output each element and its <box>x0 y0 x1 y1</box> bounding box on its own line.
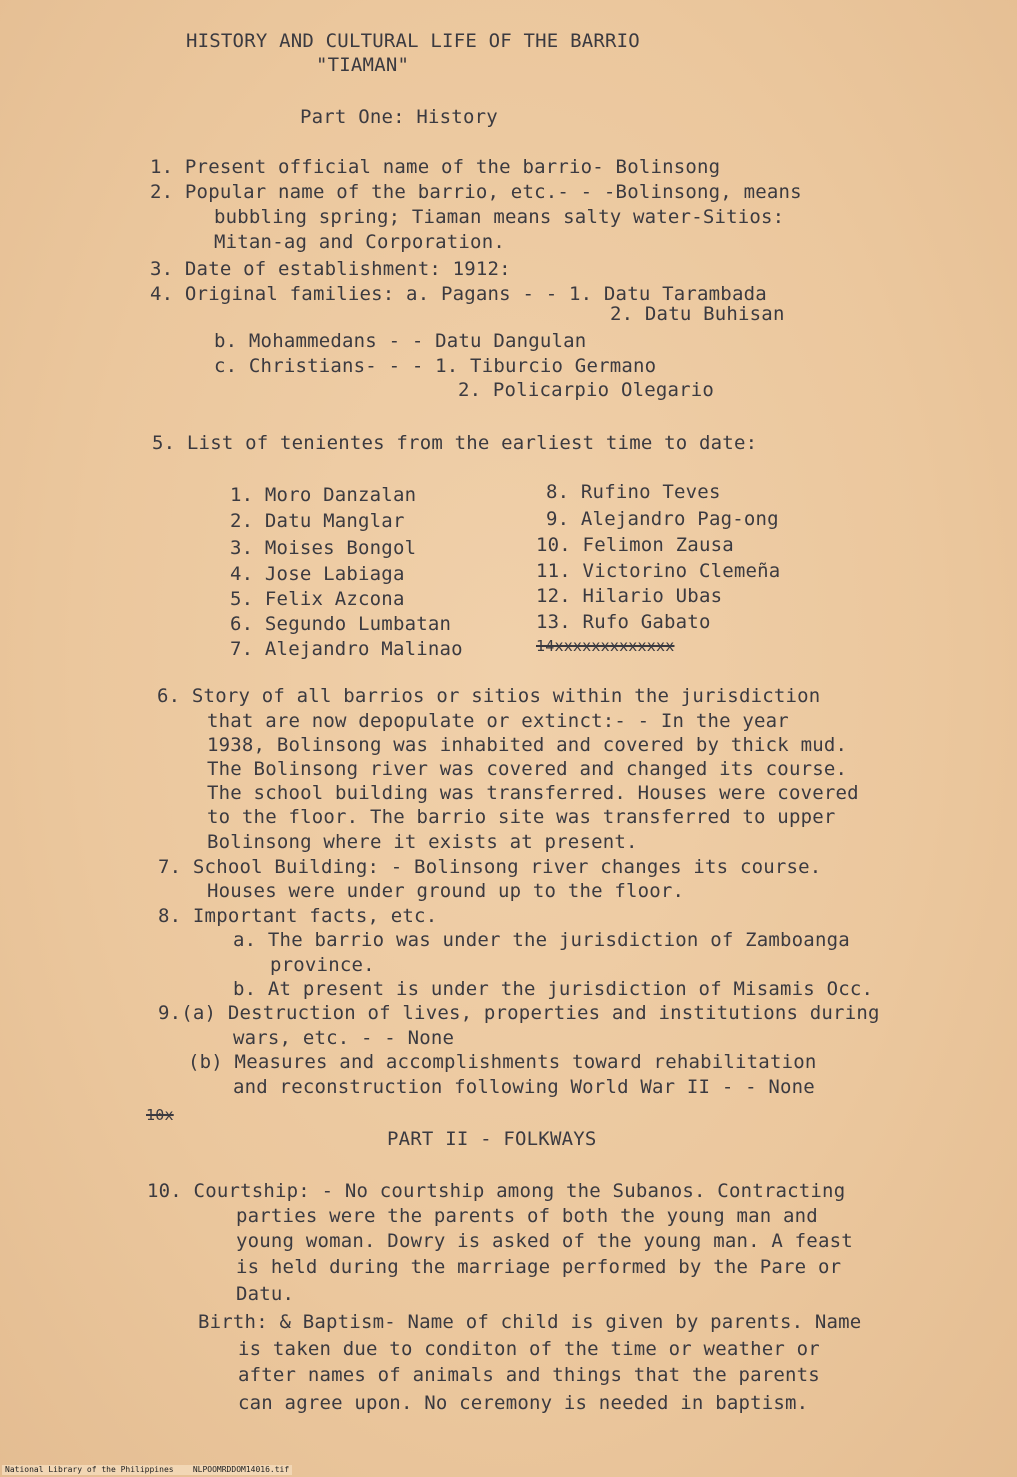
item-4-line-3: b. Mohammedans - - Datu Dangulan <box>214 330 587 352</box>
birth-line-1: Birth: & Baptism- Name of child is given by parents. Name <box>198 1311 862 1333</box>
title-line-1: HISTORY AND CULTURAL LIFE OF THE BARRIO <box>186 30 640 52</box>
item-4-line-2: 2. Datu Buhisan <box>610 303 785 325</box>
item-8-heading: 8. Important facts, etc. <box>158 905 438 927</box>
item-8b: b. At present is under the jurisdiction of Misamis Occ. <box>233 978 874 1000</box>
item-6-line-7: Bolinsong where it exists at present. <box>207 831 638 853</box>
item-4-line-4: c. Christians- - - 1. Tiburcio Germano <box>214 355 657 377</box>
item-5: 5. List of tenientes from the earliest time to date: <box>152 432 758 454</box>
item-2-line-3: Mitan-ag and Corporation. <box>214 231 505 253</box>
item-10-line-4: is held during the marriage performed by the Pare or <box>236 1256 842 1278</box>
archive-footer: National Library of the Philippines NLPOOMRDDOM14016.tif <box>2 1465 292 1475</box>
birth-line-3: after names of animals and things that the parents <box>238 1364 820 1386</box>
item-10-line-2: parties were the parents of both the young man and <box>236 1205 818 1227</box>
birth-line-2: is taken due to conditon of the time or weather or <box>238 1338 820 1360</box>
item-4-line-5: 2. Policarpio Olegario <box>458 379 715 401</box>
part-one-heading: Part One: History <box>300 106 498 128</box>
item-7-line-1: 7. School Building: - Bolinsong river changes its course. <box>158 856 822 878</box>
teniente-7: 7. Alejandro Malinao <box>230 638 463 660</box>
item-3: 3. Date of establishment: 1912: <box>150 258 511 280</box>
teniente-11: 11. Victorino Clemeña <box>536 560 781 582</box>
title-line-2: "TIAMAN" <box>316 54 410 76</box>
item-6-line-6: to the floor. The barrio site was transferred to upper <box>207 806 836 828</box>
item-10-line-5: Datu. <box>236 1283 295 1305</box>
teniente-8: 8. Rufino Teves <box>546 481 721 503</box>
item-2-line-2: bubbling spring; Tiaman means salty water-Sitios: <box>214 206 785 228</box>
teniente-13: 13. Rufo Gabato <box>536 611 711 633</box>
birth-line-4: can agree upon. No ceremony is needed in baptism. <box>238 1392 809 1414</box>
item-6-line-5: The school building was transferred. Houses were covered <box>207 782 859 804</box>
item-8a-line-2: province. <box>270 954 375 976</box>
item-6-line-3: 1938, Bolinsong was inhabited and covered by thick mud. <box>207 734 848 756</box>
item-10-line-3: young woman. Dowry is asked of the young man. A feast <box>236 1230 853 1252</box>
teniente-1: 1. Moro Danzalan <box>230 484 417 506</box>
item-1: 1. Present official name of the barrio- Bolinsong <box>150 156 721 178</box>
part-two-heading: PART II - FOLKWAYS <box>387 1128 597 1150</box>
teniente-2: 2. Datu Manglar <box>230 510 405 532</box>
item-8a-line-1: a. The barrio was under the jurisdiction of Zamboanga <box>233 929 850 951</box>
item-10-line-1: 10. Courtship: - No courtship among the Subanos. Contracting <box>147 1180 846 1202</box>
item-9a-line-2: wars, etc. - - None <box>233 1027 455 1049</box>
struck-mark-10: 10x <box>146 1106 174 1124</box>
teniente-9: 9. Alejandro Pag-ong <box>546 508 779 530</box>
item-9b-line-1: (b) Measures and accomplishments toward rehabilitation <box>188 1051 817 1073</box>
teniente-5: 5. Felix Azcona <box>230 588 405 610</box>
item-2-line-1: 2. Popular name of the barrio, etc.- - -Bolinsong, means <box>150 181 802 203</box>
teniente-6: 6. Segundo Lumbatan <box>230 613 452 635</box>
item-7-line-2: Houses were under ground up to the floor. <box>207 880 685 902</box>
teniente-12: 12. Hilario Ubas <box>536 585 723 607</box>
item-6-line-2: that are now depopulate or extinct:- - In the year <box>207 710 789 732</box>
teniente-10: 10. Felimon Zausa <box>536 534 734 556</box>
item-9a-line-1: 9.(a) Destruction of lives, properties and institutions during <box>158 1002 880 1024</box>
item-4-line-1: 4. Original families: a. Pagans - - 1. Datu Tarambada <box>150 283 767 305</box>
teniente-14-struck: 14xxxxxxxxxxxxx <box>536 637 675 655</box>
item-6-line-1: 6. Story of all barrios or sitios within the jurisdiction <box>157 685 821 707</box>
item-6-line-4: The Bolinsong river was covered and changed its course. <box>207 758 848 780</box>
item-9b-line-2: and reconstruction following World War II - - None <box>233 1076 815 1098</box>
teniente-4: 4. Jose Labiaga <box>230 563 405 585</box>
teniente-3: 3. Moises Bongol <box>230 537 417 559</box>
